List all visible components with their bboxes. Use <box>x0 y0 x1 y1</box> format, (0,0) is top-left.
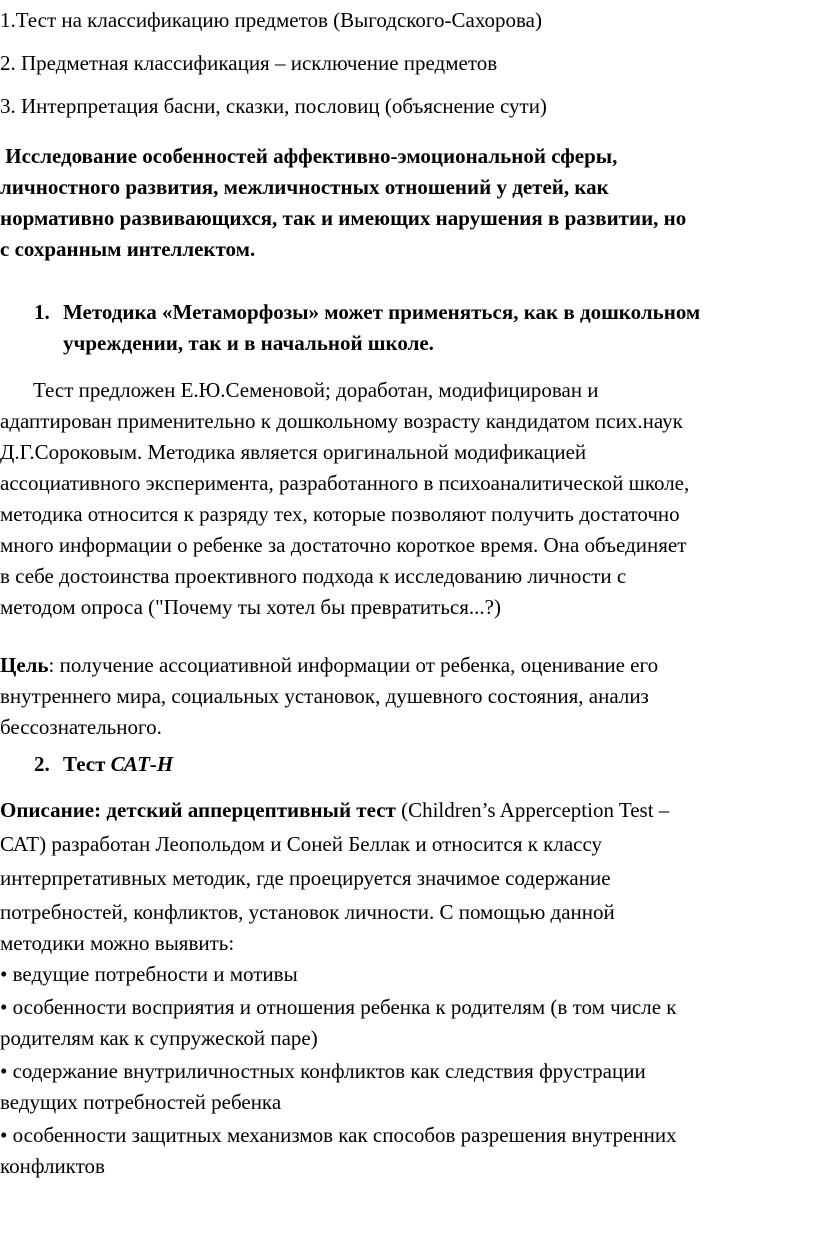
method2-title <box>63 749 173 780</box>
method1-title-line-1: Методика «Метаморфозы» может применяться, как в дошкольном <box>63 300 701 324</box>
description-line-4: потребностей, конфликтов, установок личности. С помощью данной <box>0 900 615 924</box>
description-text-start: (Children’s Apperception Test – <box>395 798 670 822</box>
description-line-1 <box>0 795 669 826</box>
method2-title-prefix: Тест <box>63 752 111 776</box>
paragraph1-line-1: Тест предложен Е.Ю.Семеновой; доработан, модифицирован и <box>33 378 599 402</box>
description-line-2: САТ) разработан Леопольдом и Соней Беллак и относится к классу <box>0 832 603 856</box>
section-heading-line-3: нормативно развивающихся, так и имеющих нарушения в развитии, но <box>0 206 687 230</box>
method2-title-italic: САТ-Н <box>110 752 174 776</box>
paragraph1-line-8: методом опроса ("Почему ты хотел бы превратиться...?) <box>0 595 501 619</box>
goal-line-3: бессознательного. <box>0 715 162 739</box>
bullet-3-line-2: ведущих потребностей ребенка <box>0 1090 282 1114</box>
numbered-item-3: 3. Интерпретация басни, сказки, пословиц (объяснение сути) <box>0 94 547 118</box>
numbered-item-1: 1.Тест на классификацию предметов (Выгодского-Сахорова) <box>0 8 542 32</box>
bullet-4-line-2: конфликтов <box>0 1154 105 1178</box>
goal-text-start: : получение ассоциативной информации от ребенка, оценивание его <box>48 653 659 677</box>
section-heading-line-2: личностного развития, межличностных отношений у детей, как <box>0 175 609 199</box>
bullet-3-line-1: • содержание внутриличностных конфликтов как следствия фрустрации <box>0 1059 646 1083</box>
goal-label: Цель <box>0 653 49 677</box>
description-label: Описание: детский апперцептивный тест <box>0 798 396 822</box>
bullet-1: • ведущие потребности и мотивы <box>0 962 298 986</box>
goal-line-2: внутреннего мира, социальных установок, душевного состояния, анализ <box>0 684 649 708</box>
paragraph1-line-7: в себе достоинства проективного подхода к исследованию личности с <box>0 564 627 588</box>
method1-number: 1. <box>34 300 50 324</box>
paragraph1-line-5: методика относится к разряду тех, которые позволяют получить достаточно <box>0 502 680 526</box>
goal-line-1 <box>0 650 658 681</box>
bullet-2-line-2: родителям как к супружеской паре) <box>0 1026 318 1050</box>
section-heading-line-4: с сохранным интеллектом. <box>0 237 256 261</box>
method1-title-line-2: учреждении, так и в начальной школе. <box>63 331 434 355</box>
paragraph1-line-4: ассоциативного эксперимента, разработанного в психоаналитической школе, <box>0 471 690 495</box>
bullet-4-line-1: • особенности защитных механизмов как способов разрешения внутренних <box>0 1123 677 1147</box>
section-heading-line-1: Исследование особенностей аффективно-эмоциональной сферы, <box>0 144 618 168</box>
method2-number: 2. <box>34 752 50 776</box>
bullet-2-line-1: • особенности восприятия и отношения ребенка к родителям (в том числе к <box>0 995 677 1019</box>
paragraph1-line-3: Д.Г.Сороковым. Методика является оригинальной модификацией <box>0 440 587 464</box>
numbered-item-2: 2. Предметная классификация – исключение предметов <box>0 51 498 75</box>
paragraph1-line-6: много информации о ребенке за достаточно короткое время. Она объединяет <box>0 533 687 557</box>
paragraph1-line-2: адаптирован применительно к дошкольному возрасту кандидатом псих.наук <box>0 409 683 433</box>
description-line-3: интерпретативных методик, где проецируется значимое содержание <box>0 866 611 890</box>
description-line-5: методики можно выявить: <box>0 931 235 955</box>
